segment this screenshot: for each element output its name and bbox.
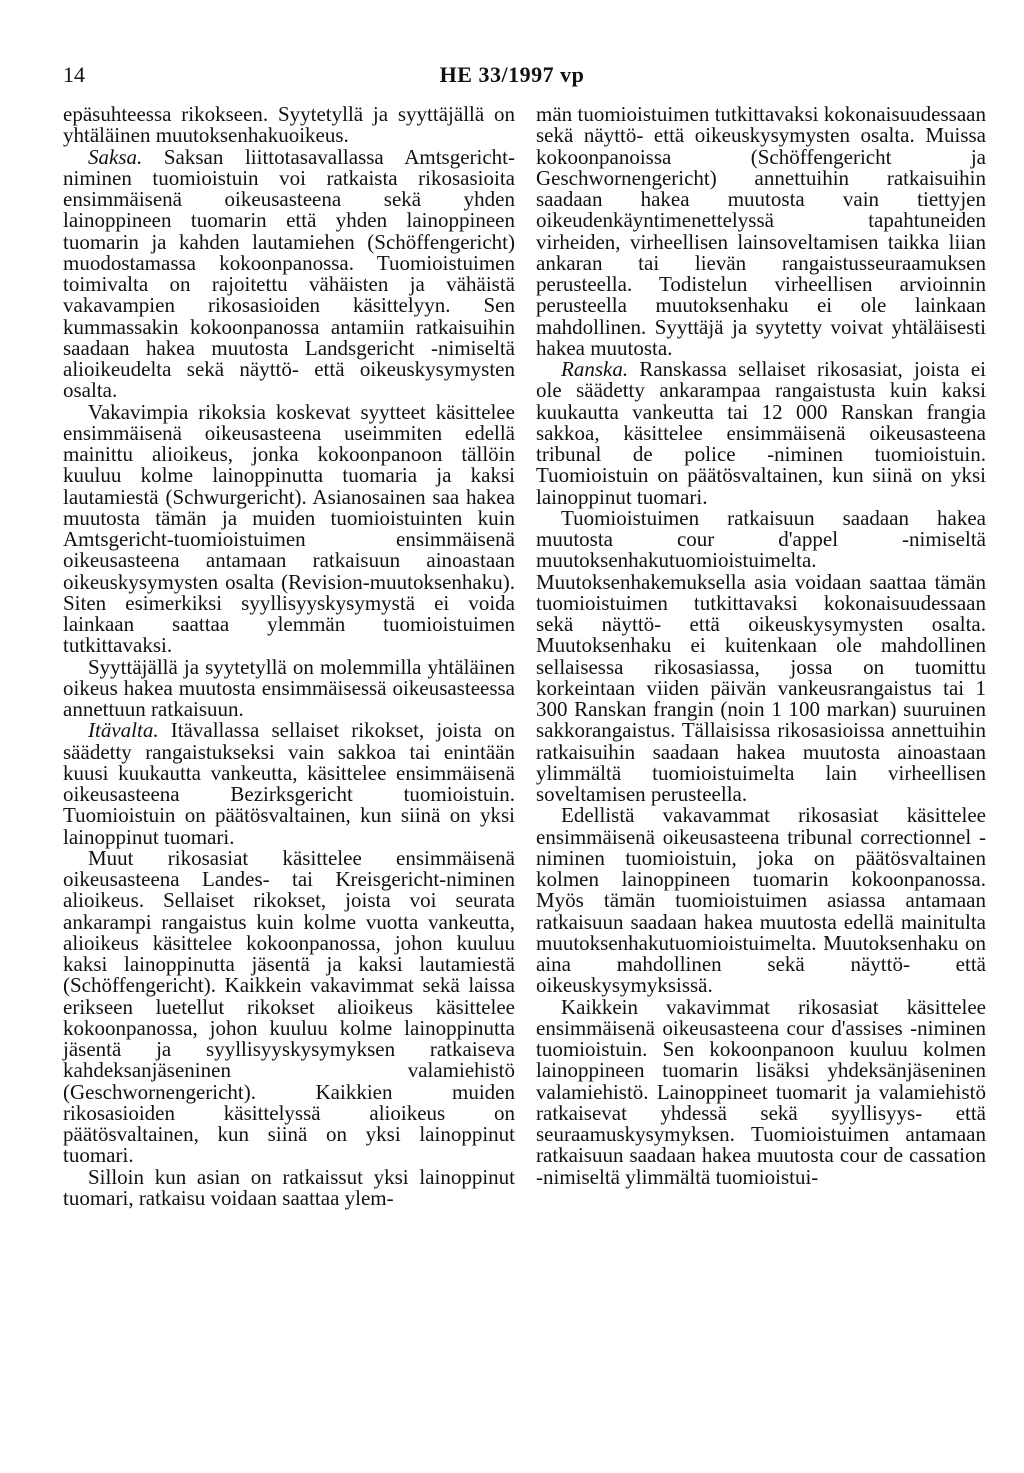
paragraph — [63, 104, 515, 147]
paragraph — [536, 805, 986, 996]
paragraph — [536, 505, 986, 806]
paragraph — [536, 104, 986, 359]
paragraph-text: Syyttäjällä ja syytetyllä on molemmilla yhtäläinen oikeus hakea muutosta ensimmäisessä oikeusasteessa annettuun ratkaisuun. — [63, 654, 515, 721]
running-header: HE 33/1997 vp — [439, 62, 585, 87]
paragraph-text: män tuomioistuimen tutkittavaksi kokonaisuudessaan sekä näyttö- että oikeuskysymysten osalta. Muissa kokoonpanoissa (Schöffengericht ja Geschwornengericht) annettuihin ratkaisuihin saadaan hakea muutosta vain tiettyjen oikeudenkäyntimenettelyssä tapahtuneiden virheiden, virheellisen lainsoveltamisen taikka liian ankaran tai lievän rangaistusseuraamuksen perusteella. Todistelun virheellisen arvioinnin perusteella muutoksenhaku ei ole lainkaan mahdollinen. Syyttäjä ja syytetty voivat yhtäläisesti hakea muutosta. — [536, 102, 986, 360]
left-column — [63, 104, 515, 1209]
paragraph-text: Tuomioistuimen ratkaisuun saadaan hakea muutosta cour d'appel -nimiseltä muutoksenhakutuomioistuimelta. Muutoksenhakemuksella asia voidaan saattaa tämän tuomioistuimen tutkittavaksi kokonaisuudessaan sekä näyttö- että oikeuskysymysten osalta. Muutoksenhaku ei kuitenkaan ole mahdollinen sellaisessa rikosasiassa, jossa on tuomittu korkeintaan viiden päivän vankeusrangaistus tai 1 300 Ranskan frangin (noin 1 100 markan) suuruinen sakkorangaistus. Tällaisissa rikosasioissa annettuihin ratkaisuihin saadaan hakea muutosta ainoastaan ylimmältä tuomioistuimelta lain virheellisen soveltamisen perusteella. — [536, 505, 986, 806]
paragraph-itavalta — [63, 720, 515, 848]
paragraph-text: Silloin kun asian on ratkaissut yksi lainoppinut tuomari, ratkaisu voidaan saattaa ylem- — [63, 1164, 515, 1210]
paragraph-text: Edellistä vakavammat rikosasiat käsittelee ensimmäisenä oikeusasteena tribunal correctionnel -niminen tuomioistuin, joka on päätösvaltainen kolmen lainoppineen tuomarin kokoonpanossa. Myös tämän tuomioistuimen asiassa antamaan ratkaisuun saadaan hakea muutosta edellä mainitulta muutoksenhakutuomioistuimelta. Muutoksenhaku on aina mahdollinen sekä näyttö- että oikeuskysymyksissä. — [536, 803, 986, 998]
paragraph — [63, 654, 515, 721]
page-number: 14 — [63, 62, 85, 87]
paragraph-text: Kaikkein vakavimmat rikosasiat käsittelee ensimmäisenä oikeusasteena cour d'assises -niminen tuomioistuin. Sen kokoonpanoon kuuluu kolmen lainoppineen tuomarin lisäksi yhdeksänjäseninen valamiehistö. Lainoppineet tuomarit ja valamiehistö ratkaisevat yhdessä sekä syyllisyys- että seuraamuskysymyksen. Tuomioistuimen antamaan ratkaisuun saadaan hakea muutosta cour de cassation -nimiseltä ylimmältä tuomioistui- — [536, 994, 986, 1189]
paragraph-text: Muut rikosasiat käsittelee ensimmäisenä oikeusasteena Landes- tai Kreisgericht-niminen alioikeus. Sellaiset rikokset, joista voi seurata ankarampi rangaistus kuin kolme vuotta vankeutta, alioikeus käsittelee kokoonpanossa, johon kuuluu kaksi lainoppinutta jäsentä ja kaksi lautamiestä (Schöffengericht). Kaikkein vakavimmat sekä laissa erikseen luetellut rikokset alioikeus käsittelee kokoonpanossa, johon kuuluu kolme lainoppinutta jäsentä ja syyllisyyskysymyksen ratkaiseva kahdeksanjäseninen valamiehistö (Geschwornengericht). Kaikkien muiden rikosasioiden käsittelyssä alioikeus on päätösvaltainen, kun siinä on yksi lainoppinut tuomari. — [63, 845, 515, 1168]
paragraph-text: Vakavimpia rikoksia koskevat syytteet käsittelee ensimmäisenä oikeusasteena useimmiten edellä mainittu alioikeus, jonka kokoonpanoon tällöin kuuluu kolme lainoppinutta tuomaria ja kaksi lautamiestä (Schwurgericht). Asianosainen saa hakea muutosta tämän ja muiden tuomioistuinten kuin Amtsgericht-tuomioistuimen ensimmäisenä oikeusasteena antamaan ratkaisuun ainoastaan oikeuskysymysten osalta (Revision-muutoksenhaku). Siten esimerkiksi syyllisyyskysymystä ei voida lainkaan saattaa ylemmän tuomioistuimen tutkittavaksi. — [63, 399, 515, 658]
paragraph — [63, 1164, 515, 1210]
paragraph-text: Itävallassa sellaiset rikokset, joista on säädetty rangaistukseksi vain sakkoa tai enintään kuusi kuukautta vankeutta, käsittelee ensimmäisenä oikeusasteena Bezirksgericht tuomioistuin. Tuomioistuin on päätösvaltainen, kun siinä on yksi lainoppinut tuomari. — [63, 718, 515, 849]
paragraph-ranska — [536, 359, 986, 508]
paragraph — [536, 994, 986, 1189]
paragraph-text: Ranskassa sellaiset rikosasiat, joista ei ole säädetty ankarampaa rangaistusta kuin kaksi kuukautta vankeutta tai 12 000 Ranskan frangia sakkoa, käsittelee ensimmäisenä oikeusasteena tribunal de police -niminen tuomioistuin. Tuomioistuin on päätösvaltainen, kun siinä on yksi lainoppinut tuomari. — [536, 357, 986, 509]
paragraph — [63, 399, 515, 658]
country-heading: Ranska. — [561, 357, 629, 381]
paragraph-text: Saksan liittotasavallassa Amtsgericht-niminen tuomioistuin voi ratkaista rikosasioita ensimmäisenä oikeusasteena sekä yhden lainoppineen tuomarin että yhden lainoppineen tuomarin ja kahden lautamiehen (Schöffengericht) muodostamassa kokoonpanossa. Tuomioistuimen toimivalta on rajoitettu vähäisten ja vähäistä vakavampien rikosasioiden käsittelyyn. Sen kummassakin kokoonpanossa antamiin ratkaisuihin saadaan hakea muutosta Landsgericht -nimiseltä alioikeudelta sekä näyttö- että oikeuskysymysten osalta. — [63, 144, 515, 403]
right-column — [536, 104, 986, 1188]
paragraph — [63, 845, 515, 1168]
country-heading: Itävalta. — [88, 718, 159, 743]
paragraph-text: epäsuhteessa rikokseen. Syytetyllä ja syyttäjällä on yhtäläinen muutoksenhakuoikeus. — [63, 102, 515, 148]
country-heading: Saksa. — [88, 144, 143, 169]
paragraph-saksa — [63, 144, 515, 403]
